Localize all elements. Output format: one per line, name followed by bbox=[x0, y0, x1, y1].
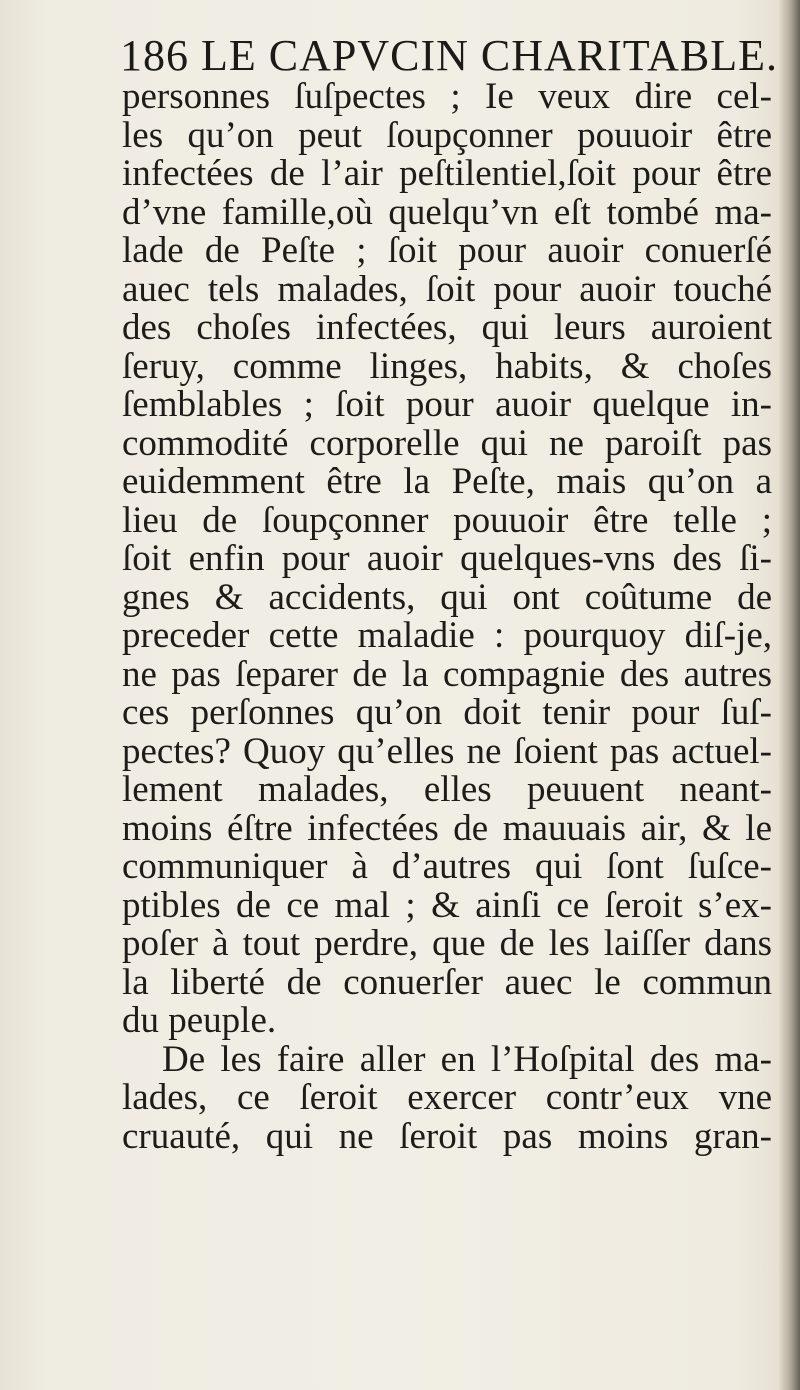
text-line: ſemblables ; ſoit pour auoir quelque in- bbox=[122, 384, 772, 425]
text-line: gnes & accidents, qui ont coûtume de bbox=[122, 576, 772, 618]
text-line: la liberté de conuerſer auec le commun bbox=[122, 961, 772, 1003]
text-line: ces perſonnes qu’on doit tenir pour ſuſ- bbox=[122, 692, 772, 733]
text-line: du peuple. bbox=[122, 1000, 277, 1041]
text-line: ſeruy, comme linges, habits, & choſes bbox=[122, 345, 772, 387]
text-line: ptibles de ce mal ; & ainſi ce ſeroit s’ex- bbox=[122, 884, 772, 926]
text-line: infectées de l’air peſtilentiel,ſoit pour être bbox=[122, 153, 772, 194]
text-line: d’vne famille,où quelqu’vn eſt tombé ma- bbox=[122, 191, 772, 233]
running-title: LE CAPVCIN CHARITABLE. bbox=[201, 31, 779, 80]
text-line: auec tels malades, ſoit pour auoir touché bbox=[122, 268, 772, 310]
page-header bbox=[120, 30, 780, 81]
text-line: euidemment être la Peſte, mais qu’on a bbox=[122, 461, 772, 502]
text-line: des choſes infectées, qui leurs auroient bbox=[122, 307, 772, 348]
text-line: les qu’on peut ſoupçonner pouuoir être bbox=[122, 114, 772, 156]
text-line: lades, ce ſeroit exercer contr’eux vne bbox=[122, 1077, 772, 1118]
text-line: preceder cette maladie : pourquoy diſ-je, bbox=[122, 615, 772, 656]
text-line: lade de Peſte ; ſoit pour auoir conuerſé bbox=[122, 230, 772, 271]
text-line: lieu de ſoupçonner pouuoir être telle ; bbox=[122, 499, 772, 541]
text-line: commodité corporelle qui ne paroiſt pas bbox=[122, 422, 772, 464]
text-line: lement malades, elles peuuent neant- bbox=[122, 769, 772, 810]
text-line: personnes ſuſpectes ; Ie veux dire cel- bbox=[122, 76, 772, 117]
text-line: De les faire aller en l’Hoſpital des ma- bbox=[162, 1038, 772, 1080]
paragraph-1 bbox=[122, 78, 772, 1041]
text-line: communiquer à d’autres qui ſont ſuſce- bbox=[122, 846, 772, 887]
text-line: pectes? Quoy qu’elles ne ſoient pas actuel- bbox=[122, 730, 772, 772]
text-line: ne pas ſeparer de la compagnie des autres bbox=[122, 653, 772, 695]
text-line: poſer à tout perdre, que de les laiſſer dans bbox=[122, 923, 772, 964]
text-line: moins éſtre infectées de mauuais air, & le bbox=[122, 807, 772, 849]
text-line: cruauté, qui ne ſeroit pas moins gran- bbox=[122, 1115, 772, 1157]
page-number: 186 bbox=[120, 31, 189, 80]
text-line: ſoit enfin pour auoir quelques-vns des ſi- bbox=[122, 538, 772, 579]
paragraph-2 bbox=[122, 1038, 772, 1157]
body-text bbox=[122, 78, 772, 1156]
